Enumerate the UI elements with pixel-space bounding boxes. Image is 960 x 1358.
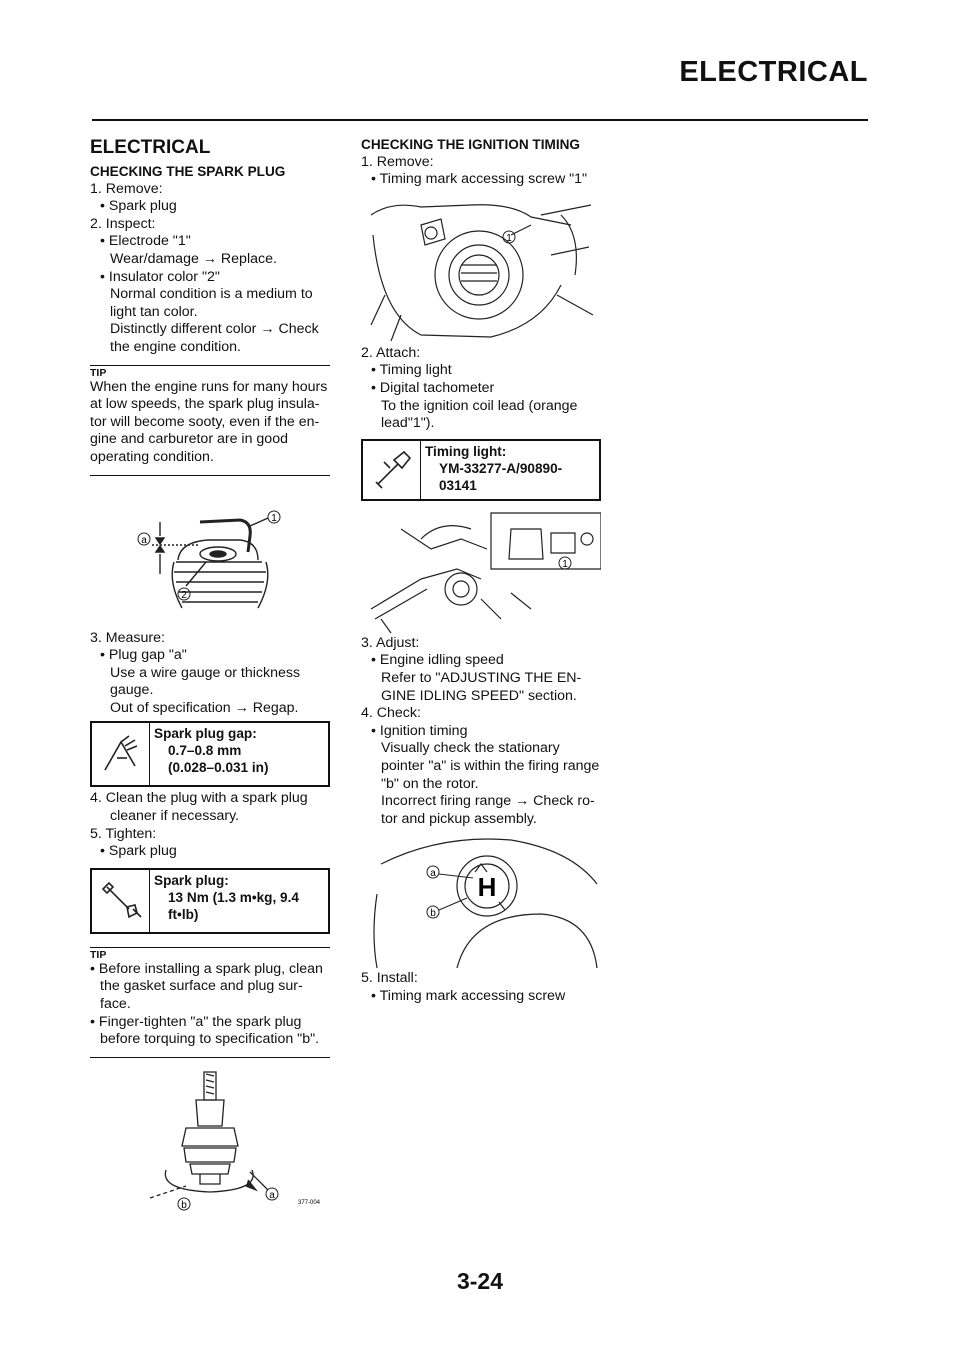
- right-column: [361, 136, 601, 1005]
- bullet-spark-plug: • Spark plug: [100, 198, 177, 215]
- timing-light-tool-icon: [363, 441, 421, 499]
- step-remove: 1. Remove:: [90, 180, 163, 197]
- spec-title-timing-light: Timing light:: [425, 443, 507, 459]
- spec-value-ftlb: ft•lb): [168, 906, 199, 922]
- text-cleaner: cleaner if necessary.: [110, 808, 240, 825]
- figure-timing-light-attach: [361, 509, 601, 635]
- fig-label-1-right: 1: [506, 232, 512, 244]
- step-install: 5. Install:: [361, 970, 418, 987]
- fig3-label-a: a: [430, 868, 436, 880]
- figure-spark-plug-electrode: [90, 482, 330, 630]
- spec-box-spark-plug-gap: [90, 721, 330, 787]
- bullet-ignition-timing: • Ignition timing: [371, 722, 468, 739]
- figure-spark-plug-torque: [90, 1066, 330, 1216]
- fig-label-1: 1: [271, 512, 277, 524]
- step-tighten: 5. Tighten:: [90, 825, 157, 842]
- text-normal-condition: Normal condition is a medium to light tan color.: [110, 286, 313, 320]
- tip-bullet-gasket: • Before installing a spark plug, clean the gasket surface and plug sur-face.: [90, 960, 323, 1013]
- bullet-timing-light: • Timing light: [371, 362, 452, 379]
- tip-box-2: [90, 947, 330, 1058]
- text-visually-check: Visually check the stationary pointer "a" is within the firing range "b" on the rotor.: [381, 740, 600, 792]
- spec-value-in: (0.028–0.031 in): [168, 760, 269, 776]
- text-refer-adjusting: Refer to "ADJUSTING THE EN-GINE IDLING SPEED" section.: [381, 669, 582, 704]
- tip-label: TIP: [90, 366, 107, 379]
- bullet-digital-tachometer: • Digital tachometer: [371, 379, 495, 396]
- text-wear-damage: Wear/damage → Replace.: [110, 250, 277, 267]
- fig-label-a: a: [141, 534, 147, 546]
- bullet-spark-plug-tighten: • Spark plug: [100, 843, 177, 860]
- spec-value-part-number: YM-33277-A/90890-: [439, 460, 563, 476]
- figure-rotor-timing-mark: [361, 834, 601, 970]
- step-remove-right: 1. Remove:: [361, 153, 434, 170]
- bullet-insulator-color: • Insulator color "2": [100, 268, 220, 285]
- bullet-timing-mark-screw-install: • Timing mark accessing screw: [371, 987, 566, 1004]
- spec-box-spark-plug-torque: [90, 868, 330, 934]
- step-inspect: 2. Inspect:: [90, 215, 156, 232]
- fig2-code: 377-004: [298, 1199, 321, 1206]
- page-header-title: ELECTRICAL: [679, 56, 868, 88]
- step-check: 4. Check:: [361, 705, 421, 722]
- fig2-label-b: b: [181, 1199, 187, 1211]
- fig2-label-a: a: [269, 1189, 275, 1201]
- header-rule: [92, 119, 868, 121]
- text-out-of-spec-regap: Out of specification → Regap.: [110, 699, 299, 716]
- subsection-title-spark-plug: CHECKING THE SPARK PLUG: [90, 164, 286, 179]
- bullet-electrode: • Electrode "1": [100, 233, 191, 250]
- spec-title-torque: Spark plug:: [154, 872, 229, 888]
- fig-label-2: 2: [181, 589, 187, 601]
- spec-value-mm: 0.7–0.8 mm: [168, 743, 242, 759]
- figure-engine-cover: [361, 195, 601, 345]
- section-title: ELECTRICAL: [90, 137, 211, 158]
- text-incorrect-firing-range: Incorrect firing range → Check ro-tor and pickup assembly.: [381, 793, 595, 827]
- tip-text: When the engine runs for many hours at low speeds, the spark plug insula-tor will become sooty, even if the en-gine and carburetor are in good operating condition.: [90, 379, 330, 476]
- step-measure: 3. Measure:: [90, 629, 165, 646]
- left-column: [90, 136, 330, 1216]
- torque-wrench-icon: [92, 870, 150, 932]
- tip-label-2: TIP: [90, 948, 107, 961]
- spec-title-gap: Spark plug gap:: [154, 726, 257, 742]
- spec-box-timing-light: [361, 439, 601, 501]
- tip-bullet-finger-tighten: • Finger-tighten "a" the spark plug before torquing to specification "b".: [90, 1013, 320, 1048]
- fig-label-1-attach: 1: [562, 558, 568, 570]
- spec-value-part-number-2: 03141: [439, 477, 477, 493]
- fig-rotor-mark: H: [477, 872, 497, 903]
- text-ignition-coil-lead: To the ignition coil lead (orange lead"1").: [381, 397, 578, 432]
- tip-box-1: [90, 365, 330, 476]
- step-adjust: 3. Adjust:: [361, 634, 420, 651]
- text-different-color: Distinctly different color → Check the engine condition.: [110, 321, 319, 355]
- step-clean: 4. Clean the plug with a spark plug: [90, 790, 308, 807]
- text-use-wire-gauge: Use a wire gauge or thickness gauge.: [110, 664, 301, 699]
- spec-value-nm: 13 Nm (1.3 m•kg, 9.4: [168, 889, 299, 905]
- fig3-label-b: b: [430, 908, 436, 920]
- bullet-timing-mark-screw: • Timing mark accessing screw "1": [371, 171, 588, 188]
- page-number: 3-24: [456, 1268, 504, 1294]
- subsection-title-ignition-timing: CHECKING THE IGNITION TIMING: [361, 137, 581, 152]
- step-attach: 2. Attach:: [361, 344, 421, 361]
- feeler-gauge-icon: [92, 723, 150, 785]
- bullet-plug-gap: • Plug gap "a": [100, 647, 187, 664]
- bullet-engine-idling-speed: • Engine idling speed: [371, 652, 504, 669]
